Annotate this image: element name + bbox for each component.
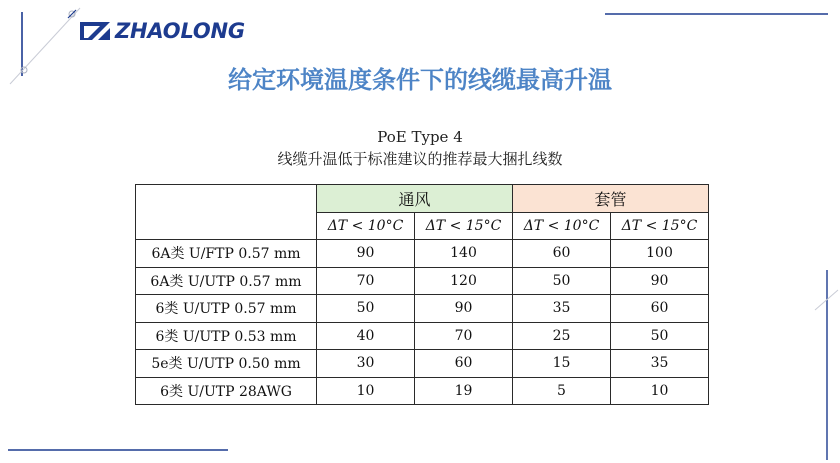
table-cell: 60 (611, 295, 709, 323)
zhaolong-logo-icon (78, 19, 112, 43)
slide-title: 给定环境温度条件下的线缆最高升温 (228, 66, 612, 94)
table-cell: 140 (415, 240, 513, 268)
row-label: 6类 U/UTP 28AWG (136, 377, 317, 405)
table-cell: 35 (611, 350, 709, 378)
table-cell: 10 (317, 377, 415, 405)
table-cell: 70 (317, 267, 415, 295)
table-cell: 50 (513, 267, 611, 295)
brand-logo (78, 17, 245, 45)
table-cell: 15 (513, 350, 611, 378)
condition-header: ΔT < 10°C (513, 212, 611, 240)
table-cell: 90 (415, 295, 513, 323)
table-cell: 5 (513, 377, 611, 405)
row-label: 6类 U/UTP 0.53 mm (136, 322, 317, 350)
table-corner-cell (136, 185, 317, 240)
row-label: 6A类 U/UTP 0.57 mm (136, 267, 317, 295)
table-cell: 90 (317, 240, 415, 268)
group-header-conduit: 套管 (513, 185, 709, 213)
table-cell: 100 (611, 240, 709, 268)
table-cell: 60 (513, 240, 611, 268)
table-cell: 50 (611, 322, 709, 350)
table-cell: 30 (317, 350, 415, 378)
table-row (136, 240, 709, 268)
corner-decoration-top-right (600, 0, 840, 30)
group-header-ventilated: 通风 (317, 185, 513, 213)
table-cell: 35 (513, 295, 611, 323)
table-row (136, 295, 709, 323)
table-group-header-row (136, 185, 709, 213)
table-row (136, 377, 709, 405)
cable-bundle-table (135, 184, 709, 405)
row-label: 6类 U/UTP 0.57 mm (136, 295, 317, 323)
slide-subtitle-description: 线缆升温低于标准建议的推荐最大捆扎线数 (277, 150, 563, 168)
table-cell: 19 (415, 377, 513, 405)
table-cell: 90 (611, 267, 709, 295)
table-cell: 120 (415, 267, 513, 295)
table-row (136, 322, 709, 350)
row-label: 5e类 U/UTP 0.50 mm (136, 350, 317, 378)
table-cell: 40 (317, 322, 415, 350)
corner-decoration-bottom-left (0, 430, 240, 463)
table-row (136, 267, 709, 295)
table-cell: 70 (415, 322, 513, 350)
table-cell: 50 (317, 295, 415, 323)
table-cell: 60 (415, 350, 513, 378)
condition-header: ΔT < 15°C (611, 212, 709, 240)
brand-name: ZHAOLONG (115, 19, 245, 43)
condition-header: ΔT < 15°C (415, 212, 513, 240)
row-label: 6A类 U/FTP 0.57 mm (136, 240, 317, 268)
slide-subtitle-type: PoE Type 4 (377, 128, 463, 146)
table-row (136, 350, 709, 378)
table-cell: 10 (611, 377, 709, 405)
table-cell: 25 (513, 322, 611, 350)
corner-decoration-right (800, 270, 840, 463)
condition-header: ΔT < 10°C (317, 212, 415, 240)
